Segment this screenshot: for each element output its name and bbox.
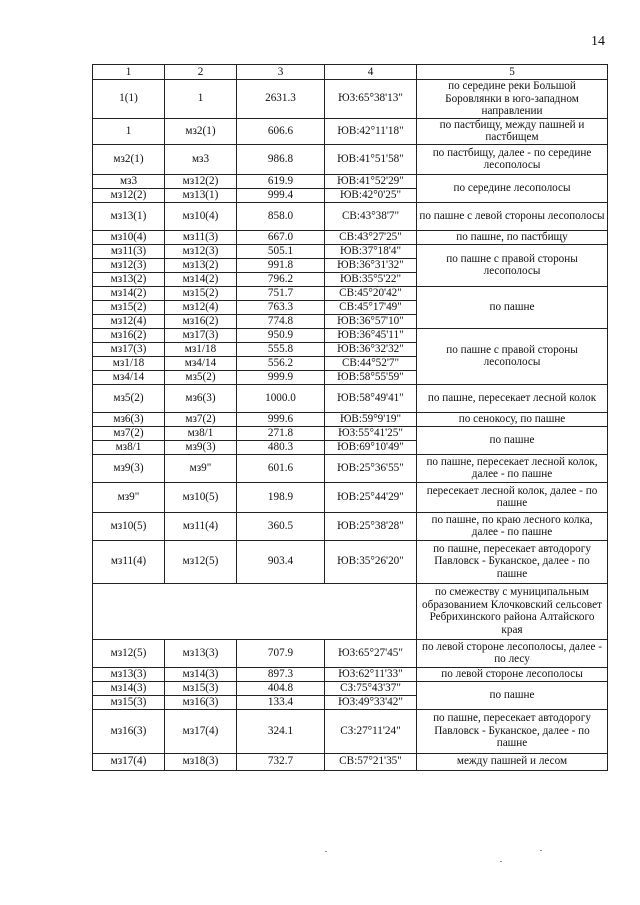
- end-point-cell: мз17(4): [165, 709, 237, 753]
- bearing-cell: СВ:43°27'25": [325, 230, 417, 244]
- table-row: [93, 681, 608, 695]
- table-row: [93, 244, 608, 258]
- description-cell: пересекает лесной колок, далее - по пашне: [417, 482, 608, 512]
- description-cell: по пашне: [417, 426, 608, 454]
- table-row: [93, 540, 608, 583]
- length-cell: 1000.0: [237, 384, 325, 412]
- bearing-cell: ЮВ:58°49'41": [325, 384, 417, 412]
- end-point-cell: мз10(4): [165, 202, 237, 230]
- length-cell: 999.6: [237, 412, 325, 426]
- description-cell: по левой стороне лесополосы, далее - по лесу: [417, 639, 608, 667]
- length-cell: 480.3: [237, 440, 325, 454]
- header-cell: 1: [93, 65, 165, 80]
- end-point-cell: мз13(3): [165, 639, 237, 667]
- table-header-row: [93, 65, 608, 80]
- table-row: [93, 583, 608, 639]
- description-cell: по пашне с правой стороны лесополосы: [417, 244, 608, 286]
- table-row: [93, 667, 608, 681]
- header-cell: 3: [237, 65, 325, 80]
- length-cell: 271.8: [237, 426, 325, 440]
- scan-speck: [325, 851, 327, 852]
- bearing-cell: ЮЗ:55°41'25": [325, 426, 417, 440]
- end-point-cell: мз16(3): [165, 695, 237, 709]
- end-point-cell: мз12(5): [165, 540, 237, 583]
- description-cell: по пашне: [417, 681, 608, 709]
- table-row: [93, 639, 608, 667]
- end-point-cell: мз2(1): [165, 118, 237, 144]
- length-cell: 667.0: [237, 230, 325, 244]
- table-row: [93, 753, 608, 770]
- start-point-cell: мз7(2): [93, 426, 165, 440]
- length-cell: 986.8: [237, 144, 325, 174]
- bearing-cell: СЗ:75°43'37": [325, 681, 417, 695]
- bearing-cell: СВ:43°38'7": [325, 202, 417, 230]
- bearing-cell: ЮВ:59°9'19": [325, 412, 417, 426]
- start-point-cell: мз13(2): [93, 272, 165, 286]
- bearing-cell: ЮВ:35°26'20": [325, 540, 417, 583]
- start-point-cell: мз17(3): [93, 342, 165, 356]
- length-cell: 707.9: [237, 639, 325, 667]
- end-point-cell: мз13(1): [165, 188, 237, 202]
- bearing-cell: ЮВ:36°45'11": [325, 328, 417, 342]
- start-point-cell: мз10(4): [93, 230, 165, 244]
- start-point-cell: 1(1): [93, 80, 165, 119]
- start-point-cell: мз11(3): [93, 244, 165, 258]
- boundary-description-table: [92, 64, 608, 771]
- length-cell: 555.8: [237, 342, 325, 356]
- bearing-cell: ЮВ:35°5'22": [325, 272, 417, 286]
- description-cell: по пашне, по пастбищу: [417, 230, 608, 244]
- scan-speck: [500, 861, 502, 862]
- end-point-cell: мз7(2): [165, 412, 237, 426]
- length-cell: 198.9: [237, 482, 325, 512]
- bearing-cell: ЮВ:58°55'59": [325, 370, 417, 384]
- table-row: [93, 202, 608, 230]
- length-cell: 796.2: [237, 272, 325, 286]
- length-cell: 404.8: [237, 681, 325, 695]
- end-point-cell: мз15(2): [165, 286, 237, 300]
- length-cell: 999.4: [237, 188, 325, 202]
- bearing-cell: СЗ:27°11'24": [325, 709, 417, 753]
- end-point-cell: мз12(3): [165, 244, 237, 258]
- table-row: [93, 328, 608, 342]
- end-point-cell: мз15(3): [165, 681, 237, 695]
- description-cell: по пашне с левой стороны лесополосы: [417, 202, 608, 230]
- end-point-cell: мз16(2): [165, 314, 237, 328]
- end-point-cell: мз3: [165, 144, 237, 174]
- description-cell: по сенокосу, по пашне: [417, 412, 608, 426]
- end-point-cell: мз13(2): [165, 258, 237, 272]
- end-point-cell: мз14(2): [165, 272, 237, 286]
- end-point-cell: мз18(3): [165, 753, 237, 770]
- table-row: [93, 454, 608, 482]
- end-point-cell: мз9(3): [165, 440, 237, 454]
- description-cell: по пастбищу, между пашней и пастбищем: [417, 118, 608, 144]
- start-point-cell: мз9(3): [93, 454, 165, 482]
- end-point-cell: мз14(3): [165, 667, 237, 681]
- length-cell: 505.1: [237, 244, 325, 258]
- description-cell: по пашне, пересекает лесной колок: [417, 384, 608, 412]
- length-cell: 991.8: [237, 258, 325, 272]
- table-row: [93, 118, 608, 144]
- length-cell: 606.6: [237, 118, 325, 144]
- length-cell: 133.4: [237, 695, 325, 709]
- bearing-cell: ЮВ:37°18'4": [325, 244, 417, 258]
- bearing-cell: ЮЗ:49°33'42": [325, 695, 417, 709]
- merged-empty-cell: [93, 583, 417, 639]
- header-cell: 4: [325, 65, 417, 80]
- length-cell: 732.7: [237, 753, 325, 770]
- description-cell: по пашне, пересекает автодорогу Павловск - Буканское, далее - по пашне: [417, 709, 608, 753]
- end-point-cell: мз12(2): [165, 174, 237, 188]
- start-point-cell: мз15(2): [93, 300, 165, 314]
- start-point-cell: мз13(3): [93, 667, 165, 681]
- end-point-cell: мз12(4): [165, 300, 237, 314]
- table-row: [93, 230, 608, 244]
- start-point-cell: мз16(2): [93, 328, 165, 342]
- bearing-cell: ЮВ:41°51'58": [325, 144, 417, 174]
- end-point-cell: мз17(3): [165, 328, 237, 342]
- length-cell: 324.1: [237, 709, 325, 753]
- table-row: [93, 384, 608, 412]
- description-cell: по пашне, пересекает автодорогу Павловск - Буканское, далее - по пашне: [417, 540, 608, 583]
- description-cell: по пашне: [417, 286, 608, 328]
- bearing-cell: ЮВ:36°57'10": [325, 314, 417, 328]
- length-cell: 556.2: [237, 356, 325, 370]
- start-point-cell: мз10(5): [93, 512, 165, 540]
- description-cell: между пашней и лесом: [417, 753, 608, 770]
- description-cell: по пастбищу, далее - по середине лесополосы: [417, 144, 608, 174]
- table-row: [93, 709, 608, 753]
- length-cell: 360.5: [237, 512, 325, 540]
- bearing-cell: СВ:44°52'7": [325, 356, 417, 370]
- length-cell: 751.7: [237, 286, 325, 300]
- length-cell: 999.9: [237, 370, 325, 384]
- bearing-cell: ЮВ:36°32'32": [325, 342, 417, 356]
- description-cell: по пашне, по краю лесного колка, далее - по пашне: [417, 512, 608, 540]
- table-row: [93, 144, 608, 174]
- table-row: [93, 482, 608, 512]
- start-point-cell: 1: [93, 118, 165, 144]
- start-point-cell: мз12(3): [93, 258, 165, 272]
- start-point-cell: мз14(2): [93, 286, 165, 300]
- start-point-cell: мз13(1): [93, 202, 165, 230]
- table-row: [93, 426, 608, 440]
- end-point-cell: мз5(2): [165, 370, 237, 384]
- start-point-cell: мз17(4): [93, 753, 165, 770]
- start-point-cell: мз12(5): [93, 639, 165, 667]
- table-row: [93, 286, 608, 300]
- length-cell: 763.3: [237, 300, 325, 314]
- bearing-cell: ЮВ:25°36'55": [325, 454, 417, 482]
- bearing-cell: ЮЗ:65°27'45": [325, 639, 417, 667]
- length-cell: 2631.3: [237, 80, 325, 119]
- start-point-cell: мз9": [93, 482, 165, 512]
- end-point-cell: мз6(3): [165, 384, 237, 412]
- description-cell: по середине реки Большой Боровлянки в юго-западном направлении: [417, 80, 608, 119]
- bearing-cell: ЮЗ:65°38'13": [325, 80, 417, 119]
- header-cell: 5: [417, 65, 608, 80]
- start-point-cell: мз4/14: [93, 370, 165, 384]
- start-point-cell: мз12(4): [93, 314, 165, 328]
- description-cell: по левой стороне лесополосы: [417, 667, 608, 681]
- scan-speck: [540, 850, 542, 851]
- start-point-cell: мз1/18: [93, 356, 165, 370]
- end-point-cell: мз4/14: [165, 356, 237, 370]
- start-point-cell: мз15(3): [93, 695, 165, 709]
- description-cell: по середине лесополосы: [417, 174, 608, 202]
- start-point-cell: мз16(3): [93, 709, 165, 753]
- bearing-cell: ЮВ:41°52'29": [325, 174, 417, 188]
- start-point-cell: мз3: [93, 174, 165, 188]
- length-cell: 858.0: [237, 202, 325, 230]
- length-cell: 950.9: [237, 328, 325, 342]
- end-point-cell: 1: [165, 80, 237, 119]
- end-point-cell: мз10(5): [165, 482, 237, 512]
- end-point-cell: мз1/18: [165, 342, 237, 356]
- bearing-cell: ЮВ:42°11'18": [325, 118, 417, 144]
- bearing-cell: ЮВ:25°38'28": [325, 512, 417, 540]
- bearing-cell: ЮЗ:62°11'33": [325, 667, 417, 681]
- end-point-cell: мз11(3): [165, 230, 237, 244]
- length-cell: 601.6: [237, 454, 325, 482]
- table-row: [93, 412, 608, 426]
- bearing-cell: ЮВ:25°44'29": [325, 482, 417, 512]
- start-point-cell: мз6(3): [93, 412, 165, 426]
- length-cell: 897.3: [237, 667, 325, 681]
- start-point-cell: мз12(2): [93, 188, 165, 202]
- start-point-cell: мз14(3): [93, 681, 165, 695]
- description-cell: по смежеству с муниципальным образованием Клочковский сельсовет Ребрихинского района Алтайского края: [417, 583, 608, 639]
- bearing-cell: ЮВ:42°0'25": [325, 188, 417, 202]
- header-cell: 2: [165, 65, 237, 80]
- table-row: [93, 80, 608, 119]
- start-point-cell: мз5(2): [93, 384, 165, 412]
- page-number: 14: [591, 34, 605, 49]
- start-point-cell: мз2(1): [93, 144, 165, 174]
- length-cell: 903.4: [237, 540, 325, 583]
- bearing-cell: СВ:45°17'49": [325, 300, 417, 314]
- end-point-cell: мз8/1: [165, 426, 237, 440]
- start-point-cell: мз11(4): [93, 540, 165, 583]
- bearing-cell: ЮВ:69°10'49": [325, 440, 417, 454]
- start-point-cell: мз8/1: [93, 440, 165, 454]
- description-cell: по пашне, пересекает лесной колок, далее - по пашне: [417, 454, 608, 482]
- description-cell: по пашне с правой стороны лесополосы: [417, 328, 608, 384]
- end-point-cell: мз11(4): [165, 512, 237, 540]
- length-cell: 619.9: [237, 174, 325, 188]
- table-row: [93, 512, 608, 540]
- end-point-cell: мз9": [165, 454, 237, 482]
- length-cell: 774.8: [237, 314, 325, 328]
- bearing-cell: СВ:45°20'42": [325, 286, 417, 300]
- bearing-cell: ЮВ:36°31'32": [325, 258, 417, 272]
- table-row: [93, 174, 608, 188]
- bearing-cell: СВ:57°21'35": [325, 753, 417, 770]
